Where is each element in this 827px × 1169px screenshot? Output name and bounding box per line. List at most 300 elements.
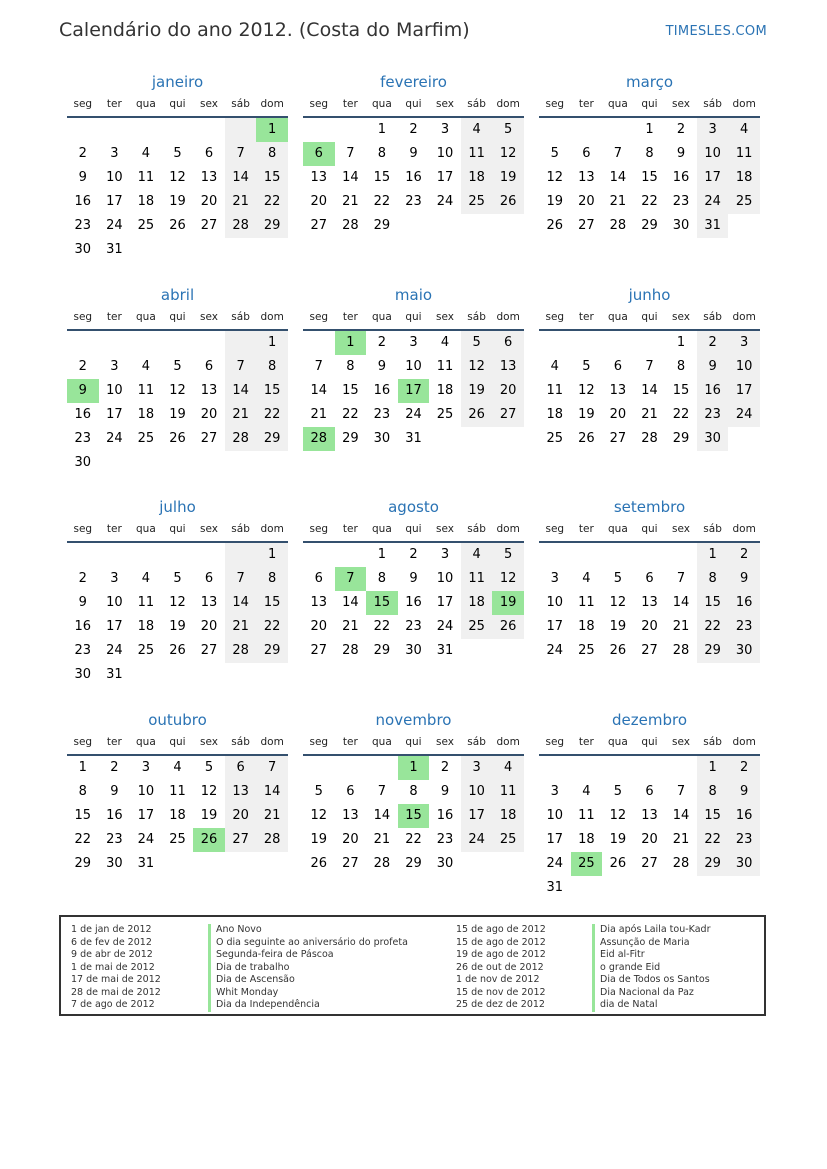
day-cell: 14	[342, 595, 359, 610]
empty-day-cell	[571, 331, 603, 355]
day-cell: 1	[256, 331, 288, 355]
day-cell: 14	[310, 383, 328, 398]
day-cell: 2	[409, 122, 418, 137]
day-cell: 15	[697, 804, 729, 828]
day-cell: 18	[546, 407, 564, 422]
day-cell: 3	[110, 146, 119, 161]
day-cell: 11	[436, 359, 454, 374]
day-cell: 29	[697, 639, 729, 663]
day-cell: 20	[200, 619, 218, 634]
weekday-label: sex	[200, 98, 219, 110]
day-cell: 18	[169, 808, 186, 823]
weekday-label: seg	[73, 736, 93, 748]
day-cell: 19	[546, 194, 564, 209]
day-cell: 2	[676, 122, 686, 137]
legend-holiday-date: 9 de abr de 2012	[71, 949, 153, 960]
day-cell: 8	[377, 571, 387, 586]
day-cell: 10	[106, 383, 123, 398]
day-cell: 20	[342, 832, 359, 847]
day-cell: 4	[492, 756, 524, 780]
weekday-label: qua	[136, 523, 156, 535]
holiday-day-cell: 15	[398, 804, 430, 828]
day-cell: 31	[106, 667, 123, 682]
weekday-label: seg	[309, 311, 329, 323]
day-cell: 25	[137, 431, 155, 446]
empty-day-cell	[303, 331, 335, 355]
legend-holiday-date: 25 de dez de 2012	[456, 999, 545, 1010]
legend-holiday-date: 1 de jan de 2012	[71, 924, 152, 935]
weekday-label: qui	[641, 523, 658, 535]
weekday-label: seg	[73, 311, 93, 323]
empty-day-cell	[634, 331, 666, 355]
weekday-label: sex	[436, 98, 455, 110]
day-cell: 24	[546, 643, 564, 658]
day-cell: 29	[405, 856, 422, 871]
legend-holiday-name: Dia Nacional da Paz	[592, 987, 710, 1000]
day-cell: 10	[436, 146, 454, 161]
legend-holiday-date: 6 de fev de 2012	[71, 936, 152, 948]
weekday-label: ter	[342, 311, 358, 323]
weekday-label: dom	[260, 736, 284, 748]
day-cell: 12	[492, 142, 524, 166]
day-cell: 22	[697, 615, 729, 639]
weekday-label: qui	[641, 736, 658, 748]
day-cell: 5	[173, 146, 182, 161]
day-cell: 24	[728, 403, 760, 427]
empty-day-cell	[256, 451, 288, 475]
day-cell: 6	[645, 571, 654, 586]
day-cell: 21	[609, 194, 627, 209]
weekday-label: qui	[641, 311, 658, 323]
day-cell: 19	[609, 619, 627, 634]
day-cell: 4	[582, 784, 591, 799]
weekday-label: sex	[672, 311, 691, 323]
day-cell: 5	[492, 118, 524, 142]
empty-day-cell	[728, 427, 760, 451]
day-cell: 28	[256, 828, 288, 852]
day-cell: 9	[728, 780, 760, 804]
weekday-header	[539, 92, 760, 118]
weekday-label: seg	[73, 98, 93, 110]
legend-holiday-date: 15 de ago de 2012	[456, 936, 546, 948]
day-cell: 10	[697, 142, 729, 166]
day-cell: 11	[546, 383, 564, 398]
weekday-label: qui	[169, 311, 186, 323]
weekday-label: qui	[641, 98, 658, 110]
empty-day-cell	[602, 876, 634, 900]
day-cell: 15	[74, 808, 92, 823]
day-cell: 24	[137, 832, 155, 847]
legend-holiday-name: Dia da Independência	[208, 999, 408, 1012]
day-cell: 13	[641, 808, 658, 823]
empty-day-cell	[99, 543, 131, 567]
day-cell: 23	[728, 828, 760, 852]
empty-day-cell	[130, 543, 162, 567]
weekday-label: qua	[372, 311, 392, 323]
empty-day-cell	[492, 427, 524, 451]
day-cell: 25	[436, 407, 454, 422]
weekday-label: ter	[342, 523, 358, 535]
day-cell: 31	[106, 242, 123, 257]
day-cell: 11	[461, 567, 493, 591]
day-cell: 22	[256, 403, 288, 427]
day-cell: 2	[728, 543, 760, 567]
day-cell: 20	[200, 407, 218, 422]
day-cell: 16	[405, 170, 422, 185]
weekday-label: qua	[608, 311, 628, 323]
weekday-label: sáb	[703, 98, 722, 110]
day-cell: 2	[697, 331, 729, 355]
day-cell: 19	[169, 619, 186, 634]
day-cell: 27	[225, 828, 257, 852]
day-cell: 21	[342, 619, 359, 634]
month-title: abril	[160, 286, 195, 304]
weekday-label: qui	[405, 98, 422, 110]
day-cell: 29	[256, 639, 288, 663]
day-cell: 13	[200, 383, 218, 398]
day-cell: 17	[106, 619, 123, 634]
weekday-header	[303, 517, 524, 543]
weekday-label: seg	[545, 523, 565, 535]
day-cell: 10	[546, 808, 564, 823]
month-setembro	[539, 497, 760, 663]
holiday-day-cell: 25	[571, 852, 603, 876]
empty-day-cell	[225, 451, 257, 475]
day-cell: 11	[137, 170, 155, 185]
day-cell: 9	[728, 567, 760, 591]
empty-day-cell	[665, 756, 697, 780]
day-cell: 7	[225, 355, 257, 379]
empty-day-cell	[602, 756, 634, 780]
day-cell: 17	[697, 166, 729, 190]
day-cell: 29	[373, 643, 391, 658]
empty-day-cell	[225, 543, 257, 567]
empty-day-cell	[492, 214, 524, 238]
day-cell: 2	[728, 756, 760, 780]
empty-day-cell	[398, 214, 430, 238]
day-cell: 8	[409, 784, 418, 799]
day-cell: 18	[436, 383, 454, 398]
legend-holiday-name: dia de Natal	[592, 999, 710, 1012]
day-cell: 11	[137, 595, 155, 610]
legend-holiday-name: Dia de Ascensão	[208, 974, 408, 987]
day-cell: 21	[672, 619, 690, 634]
weekday-label: dom	[260, 311, 284, 323]
day-cell: 30	[728, 639, 760, 663]
day-cell: 21	[225, 190, 257, 214]
day-cell: 21	[225, 403, 257, 427]
day-cell: 23	[405, 619, 422, 634]
empty-day-cell	[225, 238, 257, 262]
day-cell: 8	[377, 146, 387, 161]
empty-day-cell	[728, 214, 760, 238]
month-title: novembro	[375, 711, 452, 729]
day-cell: 20	[641, 832, 658, 847]
weekday-header	[539, 730, 760, 756]
day-cell: 13	[609, 383, 627, 398]
weekday-label: sex	[436, 523, 455, 535]
day-cell: 4	[461, 118, 493, 142]
day-cell: 28	[373, 856, 391, 871]
day-cell: 21	[373, 832, 391, 847]
weekday-label: qua	[136, 98, 156, 110]
day-cell: 15	[256, 379, 288, 403]
day-cell: 17	[106, 194, 123, 209]
day-cell: 11	[461, 142, 493, 166]
month-julho	[67, 497, 288, 687]
empty-day-cell	[67, 543, 99, 567]
day-cell: 15	[373, 170, 391, 185]
legend-holiday-date: 7 de ago de 2012	[71, 999, 155, 1010]
empty-day-cell	[461, 852, 493, 876]
day-cell: 16	[106, 808, 123, 823]
day-cell: 19	[310, 832, 328, 847]
day-grid	[67, 118, 288, 262]
month-title: setembro	[613, 498, 686, 516]
day-cell: 30	[106, 856, 123, 871]
empty-day-cell	[335, 756, 367, 780]
holiday-day-cell: 19	[492, 591, 524, 615]
day-cell: 15	[672, 383, 690, 398]
day-cell: 1	[256, 543, 288, 567]
legend-holiday-name: Dia de trabalho	[208, 962, 408, 975]
weekday-label: dom	[732, 98, 756, 110]
day-cell: 27	[310, 643, 328, 658]
day-cell: 6	[225, 756, 257, 780]
day-cell: 26	[609, 856, 627, 871]
day-cell: 27	[609, 431, 627, 446]
day-cell: 10	[137, 784, 155, 799]
day-cell: 28	[225, 639, 257, 663]
day-cell: 16	[672, 170, 690, 185]
day-cell: 6	[492, 331, 524, 355]
empty-day-cell	[225, 852, 257, 876]
day-cell: 27	[342, 856, 359, 871]
day-cell: 9	[676, 146, 686, 161]
day-cell: 18	[461, 166, 493, 190]
empty-day-cell	[99, 331, 131, 355]
day-cell: 26	[310, 856, 328, 871]
empty-day-cell	[492, 852, 524, 876]
empty-day-cell	[193, 852, 225, 876]
day-cell: 20	[492, 379, 524, 403]
legend-dates-left	[71, 924, 161, 1012]
day-cell: 19	[169, 194, 186, 209]
empty-day-cell	[67, 118, 99, 142]
empty-day-cell	[461, 639, 493, 663]
day-grid	[303, 118, 524, 238]
weekday-label: dom	[732, 736, 756, 748]
weekday-header	[67, 517, 288, 543]
empty-day-cell	[162, 331, 194, 355]
empty-day-cell	[130, 331, 162, 355]
day-cell: 3	[461, 756, 493, 780]
day-cell: 11	[137, 383, 155, 398]
day-cell: 7	[314, 359, 323, 374]
day-cell: 12	[578, 383, 595, 398]
legend-names-left	[208, 924, 408, 1012]
day-cell: 5	[550, 146, 559, 161]
empty-day-cell	[130, 238, 162, 262]
day-cell: 6	[204, 146, 214, 161]
day-cell: 29	[74, 856, 92, 871]
day-cell: 14	[225, 379, 257, 403]
day-cell: 7	[676, 571, 686, 586]
weekday-label: seg	[73, 523, 93, 535]
day-cell: 14	[342, 170, 359, 185]
day-cell: 10	[405, 359, 422, 374]
day-cell: 28	[609, 218, 627, 233]
weekday-label: dom	[260, 523, 284, 535]
day-grid	[539, 543, 760, 663]
day-cell: 5	[204, 760, 214, 775]
weekday-label: sáb	[703, 311, 722, 323]
day-cell: 17	[546, 832, 564, 847]
day-cell: 19	[609, 832, 627, 847]
legend-holiday-date: 28 de mai de 2012	[71, 986, 161, 998]
empty-day-cell	[335, 118, 367, 142]
day-cell: 16	[74, 194, 92, 209]
month-outubro	[67, 710, 288, 876]
day-cell: 8	[697, 780, 729, 804]
weekday-header	[67, 730, 288, 756]
day-cell: 22	[373, 619, 391, 634]
empty-day-cell	[366, 756, 398, 780]
weekday-label: sáb	[231, 311, 250, 323]
day-cell: 23	[74, 218, 92, 233]
day-cell: 13	[578, 170, 595, 185]
legend-holiday-name: O dia seguinte ao aniversário do profeta	[208, 937, 408, 950]
legend-holiday-name: Assunção de Maria	[592, 937, 710, 950]
day-cell: 20	[310, 194, 328, 209]
day-cell: 8	[676, 359, 686, 374]
weekday-label: qua	[372, 98, 392, 110]
day-cell: 26	[492, 615, 524, 639]
day-cell: 31	[546, 880, 564, 895]
day-cell: 9	[697, 355, 729, 379]
day-cell: 7	[613, 146, 623, 161]
day-cell: 27	[200, 218, 218, 233]
day-cell: 13	[641, 595, 658, 610]
empty-day-cell	[539, 331, 571, 355]
holiday-day-cell: 15	[366, 591, 398, 615]
empty-day-cell	[193, 118, 225, 142]
day-grid	[303, 331, 524, 451]
empty-day-cell	[162, 663, 194, 687]
day-cell: 11	[728, 142, 760, 166]
day-grid	[539, 331, 760, 451]
day-cell: 25	[728, 190, 760, 214]
weekday-label: dom	[260, 98, 284, 110]
empty-day-cell	[130, 663, 162, 687]
day-cell: 6	[314, 571, 323, 586]
day-grid	[67, 331, 288, 475]
day-cell: 9	[409, 571, 418, 586]
day-cell: 6	[204, 571, 214, 586]
month-fevereiro	[303, 72, 524, 238]
weekday-header	[67, 305, 288, 331]
day-cell: 5	[613, 571, 623, 586]
day-cell: 7	[225, 567, 257, 591]
legend-holiday-name: Dia de Todos os Santos	[592, 974, 710, 987]
empty-day-cell	[634, 756, 666, 780]
day-cell: 17	[728, 379, 760, 403]
day-cell: 6	[582, 146, 591, 161]
empty-day-cell	[461, 214, 493, 238]
day-cell: 21	[342, 194, 359, 209]
day-cell: 9	[78, 170, 87, 185]
empty-day-cell	[256, 238, 288, 262]
day-cell: 5	[461, 331, 493, 355]
day-cell: 12	[200, 784, 218, 799]
weekday-label: sex	[436, 736, 455, 748]
holiday-day-cell: 1	[398, 756, 430, 780]
weekday-header	[303, 305, 524, 331]
month-novembro	[303, 710, 524, 876]
day-cell: 10	[461, 780, 493, 804]
day-cell: 1	[377, 122, 387, 137]
day-cell: 30	[697, 427, 729, 451]
day-cell: 15	[256, 591, 288, 615]
day-cell: 27	[310, 218, 328, 233]
day-cell: 3	[110, 571, 119, 586]
day-cell: 10	[106, 595, 123, 610]
weekday-label: ter	[342, 98, 358, 110]
day-cell: 28	[342, 218, 359, 233]
empty-day-cell	[225, 118, 257, 142]
day-cell: 29	[672, 431, 690, 446]
day-cell: 10	[106, 170, 123, 185]
day-cell: 28	[641, 431, 658, 446]
weekday-header	[303, 730, 524, 756]
day-cell: 21	[672, 832, 690, 847]
month-junho	[539, 285, 760, 451]
day-cell: 31	[697, 214, 729, 238]
day-cell: 25	[461, 615, 493, 639]
day-cell: 9	[409, 146, 418, 161]
day-cell: 24	[106, 218, 123, 233]
weekday-label: sáb	[467, 523, 486, 535]
day-cell: 12	[546, 170, 564, 185]
brand-link[interactable]: TIMESLES.COM	[665, 24, 767, 39]
weekday-label: qua	[136, 311, 156, 323]
empty-day-cell	[67, 331, 99, 355]
day-cell: 31	[405, 431, 422, 446]
day-cell: 27	[578, 218, 595, 233]
day-cell: 11	[578, 595, 595, 610]
day-cell: 21	[256, 804, 288, 828]
empty-day-cell	[429, 214, 461, 238]
day-cell: 12	[609, 808, 627, 823]
holiday-day-cell: 9	[67, 379, 99, 403]
empty-day-cell	[429, 427, 461, 451]
day-cell: 8	[256, 142, 288, 166]
day-cell: 22	[641, 194, 658, 209]
month-title: janeiro	[151, 73, 204, 91]
day-cell: 28	[225, 427, 257, 451]
empty-day-cell	[303, 118, 335, 142]
legend-names-right	[592, 924, 710, 1012]
day-cell: 8	[256, 355, 288, 379]
day-cell: 22	[405, 832, 422, 847]
day-cell: 31	[137, 856, 155, 871]
day-cell: 23	[74, 431, 92, 446]
weekday-label: sáb	[467, 98, 486, 110]
weekday-label: qui	[169, 98, 186, 110]
day-cell: 24	[461, 828, 493, 852]
holiday-day-cell: 17	[398, 379, 430, 403]
day-cell: 18	[137, 407, 155, 422]
